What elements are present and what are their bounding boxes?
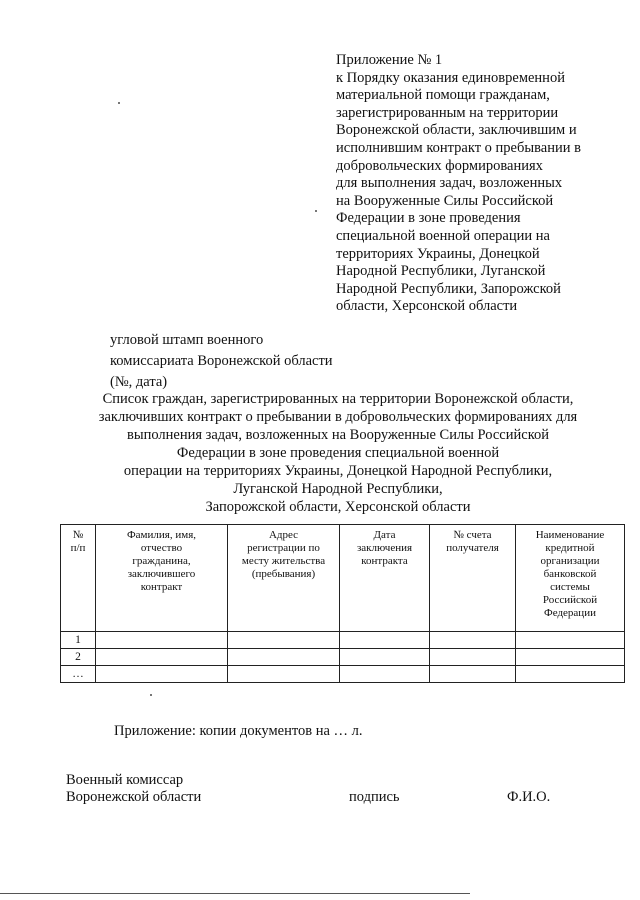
column-header-number	[61, 525, 96, 632]
appendix-line: области, Херсонской области	[336, 298, 518, 315]
appendix-line: материальной помощи гражданам,	[336, 87, 550, 104]
signature-label: подпись	[349, 789, 400, 805]
list-title-line: операции на территориях Украины, Донецкой Народной Республики,	[123, 463, 553, 479]
header-line: заключившего	[127, 568, 196, 580]
header-line: кредитной	[545, 542, 595, 554]
contract-date-cell	[340, 632, 430, 649]
header-line: заключения	[356, 542, 413, 554]
row-number-cell: 1	[61, 632, 96, 649]
appendix-line: специальной военной операции на	[336, 227, 550, 244]
address-cell	[228, 666, 340, 683]
stamp-line: комиссариата Воронежской области	[110, 353, 333, 369]
bank-name-cell	[516, 632, 625, 649]
table-row	[61, 649, 625, 666]
list-title-line: Луганской Народной Республики,	[233, 481, 443, 497]
header-line: Адрес	[268, 529, 299, 541]
appendix-header	[336, 52, 616, 316]
table-row	[61, 666, 625, 683]
appendix-line: Народной Республики, Луганской	[336, 263, 546, 280]
signatory-position-line: Воронежской области	[66, 789, 202, 805]
header-line: контракт	[140, 581, 183, 593]
stamp-line: (№, дата)	[110, 374, 168, 390]
full-name-cell	[96, 632, 228, 649]
account-number-cell	[430, 666, 516, 683]
column-header-contract-date	[340, 525, 430, 632]
header-line: отчество	[140, 542, 183, 554]
list-title-line: Федерации в зоне проведения специальной военной	[176, 445, 500, 461]
header-line: контракта	[361, 555, 408, 567]
table-row	[61, 632, 625, 649]
header-line: Российской	[542, 594, 598, 606]
header-line: гражданина,	[132, 555, 191, 567]
stamp-placeholder	[110, 330, 333, 393]
address-cell	[228, 649, 340, 666]
list-title-line: заключивших контракт о пребывании в добровольческих формированиях для	[98, 409, 578, 425]
scan-edge-line	[0, 893, 470, 894]
row-number-cell: 2	[61, 649, 96, 666]
stamp-line: угловой штамп военного	[110, 332, 264, 348]
appendix-line: для выполнения задач, возложенных	[336, 175, 563, 192]
scan-speck	[150, 694, 152, 696]
appendix-line: к Порядку оказания единовременной	[336, 69, 565, 86]
appendix-line: Федерации в зоне проведения	[336, 210, 521, 227]
signatory-position	[66, 772, 201, 806]
address-cell	[228, 632, 340, 649]
header-line: системы	[550, 581, 590, 593]
full-name-cell	[96, 666, 228, 683]
header-line: Наименование	[535, 529, 605, 541]
column-header-bank-name	[516, 525, 625, 632]
scan-speck	[118, 102, 120, 104]
appendix-line: на Вооруженные Силы Российской	[336, 192, 554, 209]
header-line: месту жительства	[241, 555, 326, 567]
contract-date-cell	[340, 666, 430, 683]
appendix-line: зарегистрированным на территории	[336, 104, 559, 121]
bank-name-cell	[516, 666, 625, 683]
full-name-label: Ф.И.О.	[507, 789, 551, 805]
header-line: № счета	[453, 529, 492, 541]
header-line: №	[72, 529, 84, 541]
full-name-cell	[96, 649, 228, 666]
header-line: п/п	[70, 542, 86, 554]
header-line: банковской	[543, 568, 597, 580]
header-line: Федерации	[544, 607, 596, 619]
row-number-cell: …	[61, 666, 96, 683]
header-line: Дата	[373, 529, 396, 541]
column-header-full-name	[96, 525, 228, 632]
account-number-cell	[430, 649, 516, 666]
appendix-line: территориях Украины, Донецкой	[336, 245, 540, 262]
appendix-line: добровольческих формированиях	[336, 157, 543, 174]
header-line: получателя	[446, 542, 499, 554]
header-line: организации	[540, 555, 600, 567]
header-line: регистрации по	[247, 542, 320, 554]
scan-speck	[315, 210, 317, 212]
list-title-line: выполнения задач, возложенных на Вооруженные Силы Российской	[126, 427, 550, 443]
signatory-position-line: Военный комиссар	[66, 772, 184, 788]
appendix-line: Приложение № 1	[336, 52, 443, 68]
list-title-line: Запорожской области, Херсонской области	[205, 499, 471, 515]
column-header-account-number	[430, 525, 516, 632]
table-header-row	[61, 525, 625, 632]
list-title	[60, 390, 616, 516]
account-number-cell	[430, 632, 516, 649]
appendix-line: Воронежской области, заключившим и	[336, 122, 577, 139]
appendix-line: исполнившим контракт о пребывании в	[336, 139, 581, 156]
header-line: Фамилия, имя,	[126, 529, 196, 541]
contract-date-cell	[340, 649, 430, 666]
list-title-line: Список граждан, зарегистрированных на территории Воронежской области,	[102, 391, 574, 407]
header-line: (пребывания)	[251, 568, 316, 580]
attachment-note: Приложение: копии документов на … л.	[114, 723, 363, 739]
appendix-line: Народной Республики, Запорожской	[336, 280, 561, 297]
bank-name-cell	[516, 649, 625, 666]
recipients-table	[60, 524, 625, 683]
column-header-address	[228, 525, 340, 632]
